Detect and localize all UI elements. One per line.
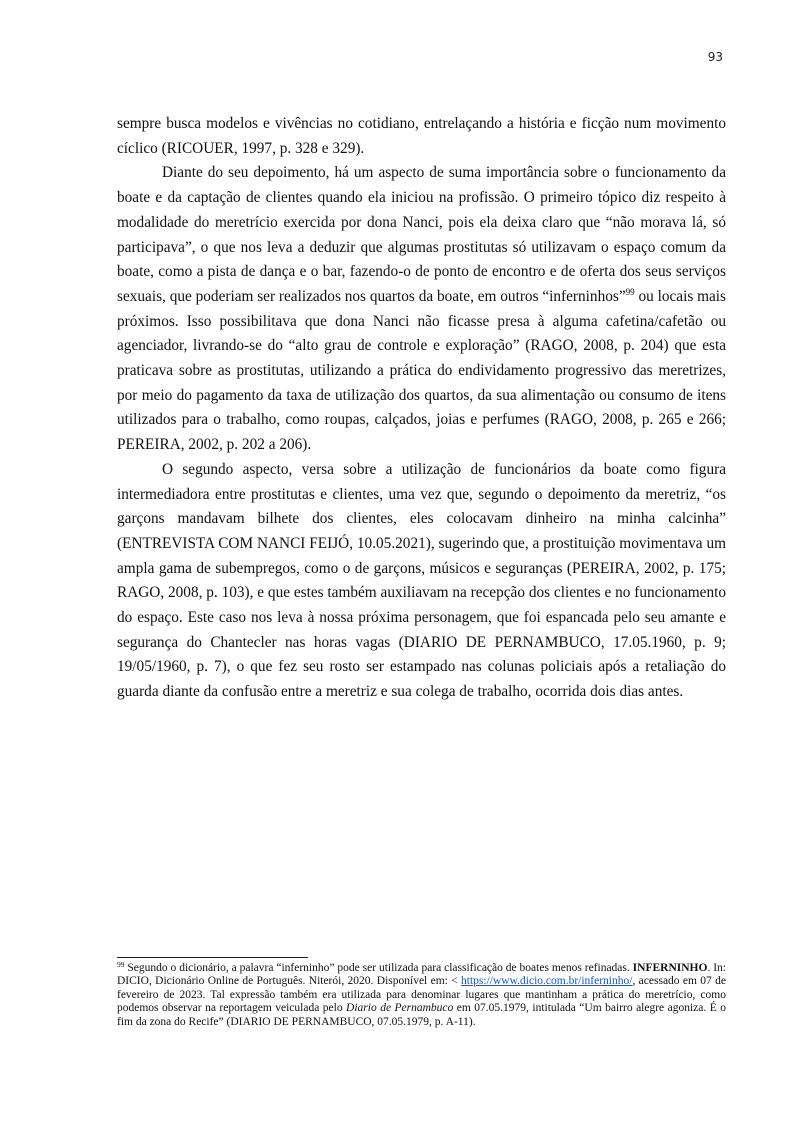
footnote-ending: em 07.05.1979, intitulada “Um bairro alegre agoniza. É o fim da zona do Recife” (DIARIO DE PERNAMBUCO, 07.05.1979, p. A-11).: [117, 1002, 726, 1028]
footnote-link[interactable]: https://www.dicio.com.br/inferninho/: [461, 975, 633, 988]
paragraph-text-after-note: ou locais mais próximos. Isso possibilitava que dona Nanci não ficasse presa à alguma cafetina/cafetão ou agenciador, livrando-se do “alto grau de controle e exploração” (RAGO, 2008, p. 204) que esta praticava sobre as prostitutas, utilizando a prática do endividamento progressivo das meretrizes, por meio do pagamento da taxa de utilização dos quartos, da sua alimentação ou consumo de itens utilizados para o trabalho, como roupas, calçados, joias e perfumes (RAGO, 2008, p. 265 e 266; PEREIRA, 2002, p. 202 a 206).: [117, 287, 727, 454]
footnote-reference[interactable]: 99: [625, 286, 635, 297]
paragraph-first-aspect: [117, 161, 726, 457]
footnote-intro: Segundo o dicionário, a palavra “inferninho” pode ser utilizada para classificação de boates menos refinadas.: [124, 962, 633, 974]
footnote-newspaper: Diario de Pernambuco: [346, 1002, 454, 1015]
footnote-source: . In: DICIO, Dicionário Online de Português. Niterói, 2020. Disponível em: <: [117, 962, 726, 988]
footnote-number: 99: [117, 960, 125, 969]
footnote-separator: [117, 957, 308, 958]
footnote-entry-word: INFERNINHO: [632, 962, 708, 974]
paragraph-continuation: sempre busca modelos e vivências no cotidiano, entrelaçando a história e ficção num movimento cíclico (RICOUER, 1997, p. 328 e 329).: [117, 115, 726, 157]
footnote: [117, 962, 726, 1029]
paragraph-text-before-note: Diante do seu depoimento, há um aspecto de suma importância sobre o funcionamento da boate e da captação de clientes quando ela iniciou na profissão. O primeiro tópico diz respeito à modalidade do meretrício exercida por dona Nanci, pois ela deixa claro que “não morava lá, só participava”, o que nos leva a deduzir que algumas prostitutas só utilizavam o espaço comum da boate, como a pista de dança e o bar, fazendo-o de ponto de encontro e de oferta dos seus serviços sexuais, que poderiam ser realizados nos quartos da boate, em outros “inferninhos”: [117, 164, 726, 305]
page-number: 93: [707, 50, 723, 64]
footnote-after-link: , acessado em 07 de fevereiro de 2023. Tal expressão também era utilizada para denominar lugares que mantinham a prática do meretrício, como podemos observar na reportagem veiculada pelo: [117, 975, 726, 1015]
body-text: [117, 112, 726, 705]
paragraph-second-aspect: O segundo aspecto, versa sobre a utilização de funcionários da boate como figura intermediadora entre prostitutas e clientes, uma vez que, segundo o depoimento da meretriz, “os garçons mandavam bilhete dos clientes, eles colocavam dinheiro na minha calcinha” (ENTREVISTA COM NANCI FEIJÓ, 10.05.2021), sugerindo que, a prostituição movimentava um ampla gama de subempregos, como o de garçons, músicos e seguranças (PEREIRA, 2002, p. 175; RAGO, 2008, p. 103), e que estes também auxiliavam na recepção dos clientes e no funcionamento do espaço. Este caso nos leva à nossa próxima personagem, que foi espancada pelo seu amante e segurança do Chantecler nas horas vagas (DIARIO DE PERNAMBUCO, 17.05.1960, p. 9; 19/05/1960, p. 7), o que fez seu rosto ser estampado nas colunas policiais após a retaliação do guarda diante da confusão entre a meretriz e sua colega de trabalho, ocorrida dois dias antes.: [117, 460, 726, 701]
